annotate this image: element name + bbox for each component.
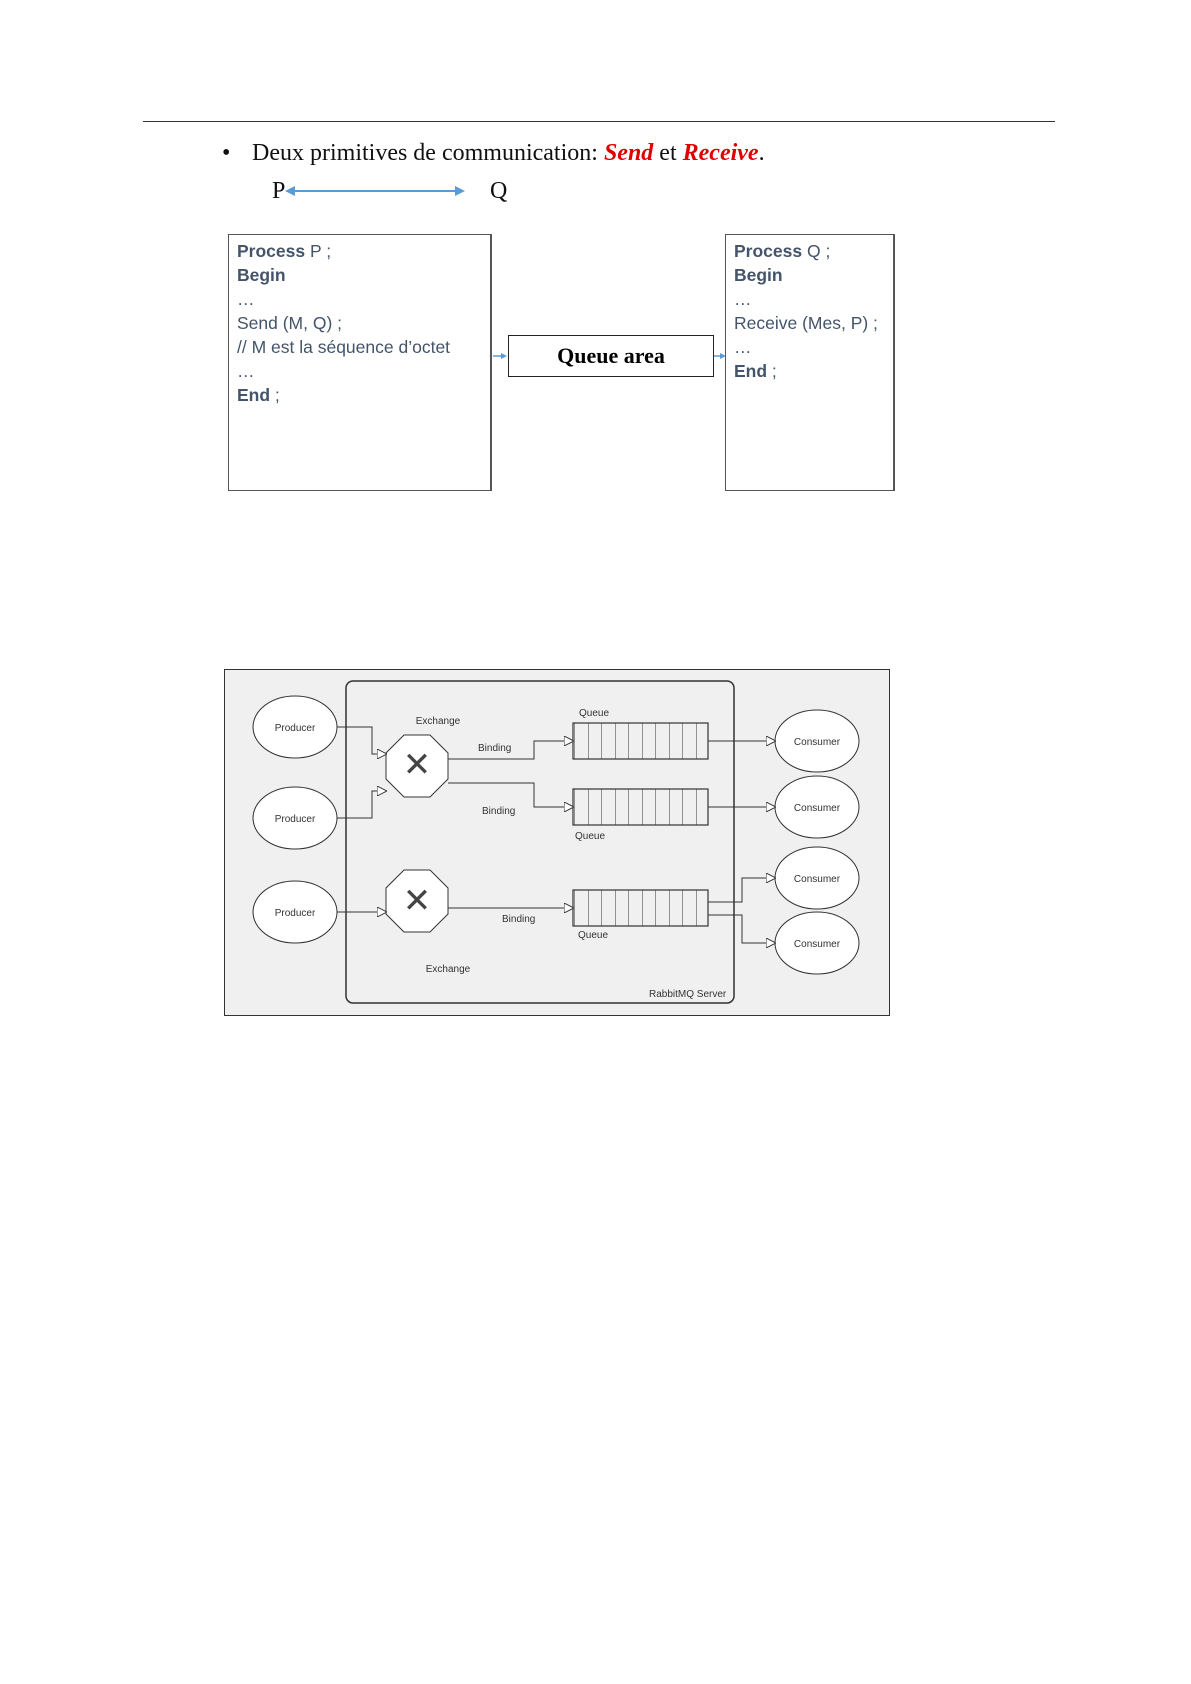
label-p: P bbox=[272, 178, 286, 204]
process-p-box: Process P ; Begin … Send (M, Q) ; // M est la séquence d’octet … End ; bbox=[228, 234, 492, 491]
svg-text:Producer: Producer bbox=[274, 908, 316, 919]
receive-statement: Receive (Mes, P) ; bbox=[734, 313, 878, 333]
keyword-end: End bbox=[237, 385, 271, 405]
ellipsis: … bbox=[734, 337, 752, 357]
queue-node bbox=[573, 890, 708, 926]
exchange-node bbox=[386, 735, 448, 797]
queue-area-box: Queue area bbox=[508, 335, 714, 377]
binding-label: Binding bbox=[482, 806, 516, 817]
bullet-text bbox=[222, 140, 765, 167]
exchange-x-icon: ✕ bbox=[402, 882, 432, 920]
svg-text:Consumer: Consumer bbox=[793, 874, 841, 885]
bullet-period: . bbox=[758, 140, 765, 166]
consumer-node bbox=[775, 912, 859, 974]
send-statement: Send (M, Q) ; bbox=[237, 313, 343, 333]
consumer-node bbox=[775, 847, 859, 909]
comment-line: // M est la séquence d’octet bbox=[237, 337, 451, 357]
bullet-intro: Deux primitives de communication: bbox=[252, 140, 604, 166]
keyword-end: End bbox=[734, 361, 768, 381]
ellipsis: … bbox=[734, 289, 752, 309]
keyword-begin: Begin bbox=[237, 265, 286, 285]
exchange-x-icon: ✕ bbox=[402, 746, 432, 784]
keyword-process: Process bbox=[237, 241, 306, 261]
header-rule bbox=[143, 121, 1055, 122]
binding-label: Binding bbox=[502, 914, 536, 925]
exchange-label: Exchange bbox=[415, 716, 461, 727]
consumer-node bbox=[775, 776, 859, 838]
ellipsis: … bbox=[237, 361, 255, 381]
ellipsis: … bbox=[237, 289, 255, 309]
producer-node bbox=[253, 881, 337, 943]
queue-label: Queue bbox=[577, 930, 609, 941]
send-keyword: Send bbox=[603, 140, 654, 166]
rabbitmq-server-label: RabbitMQ Server bbox=[649, 989, 727, 1000]
queue-label: Queue bbox=[574, 831, 606, 842]
bullet-dot: • bbox=[222, 140, 231, 166]
process-q-box: Process Q ; Begin … Receive (Mes, P) ; … End ; bbox=[725, 234, 895, 491]
svg-text:Consumer: Consumer bbox=[793, 939, 841, 950]
keyword-process: Process bbox=[734, 241, 803, 261]
producer-node bbox=[253, 696, 337, 758]
svg-text:Producer: Producer bbox=[274, 814, 316, 825]
queue-label: Queue bbox=[578, 708, 610, 719]
process-p-name: P ; bbox=[305, 241, 332, 261]
receive-keyword: Receive bbox=[682, 140, 759, 166]
process-q-name: Q ; bbox=[802, 241, 831, 261]
keyword-begin: Begin bbox=[734, 265, 783, 285]
bullet-et: et bbox=[653, 140, 683, 166]
svg-text:Consumer: Consumer bbox=[793, 803, 841, 814]
arrow-right-icon bbox=[493, 351, 507, 361]
label-q: Q bbox=[490, 178, 508, 204]
exchange-label: Exchange bbox=[425, 964, 471, 975]
binding-label: Binding bbox=[478, 743, 512, 754]
svg-text:Producer: Producer bbox=[274, 723, 316, 734]
consumer-node bbox=[775, 710, 859, 772]
producer-node bbox=[253, 787, 337, 849]
queue-node bbox=[573, 789, 708, 825]
rabbitmq-diagram bbox=[224, 669, 890, 1016]
svg-text:Consumer: Consumer bbox=[793, 737, 841, 748]
queue-node bbox=[573, 723, 708, 759]
double-arrow-icon bbox=[285, 185, 465, 197]
exchange-node bbox=[386, 870, 448, 932]
